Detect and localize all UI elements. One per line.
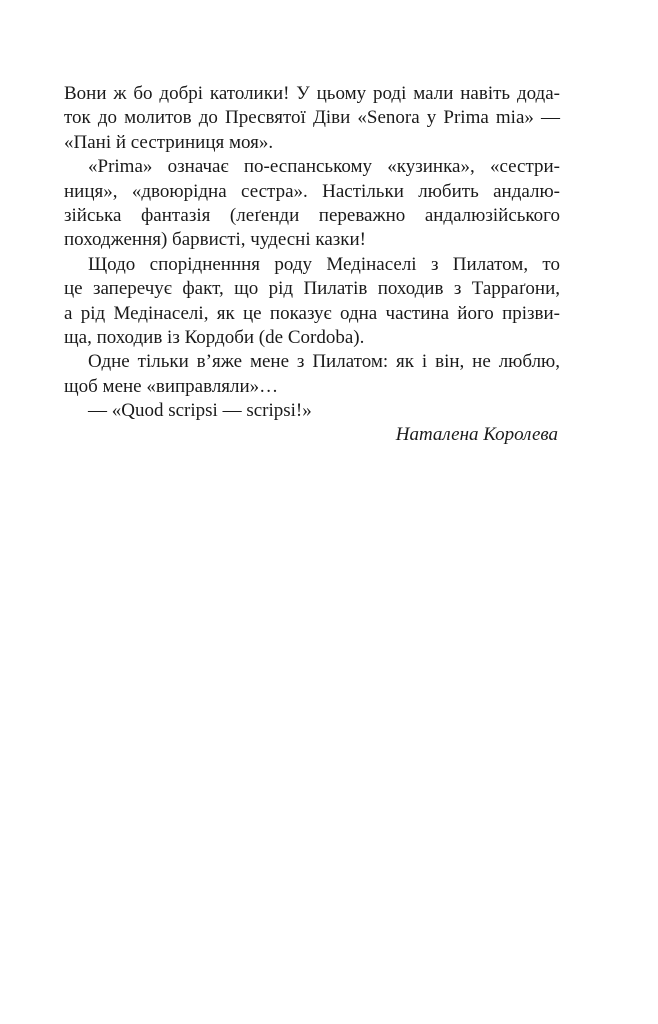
text-line: ниця», «двоюрідна сестра». Настільки любить андалю-	[64, 180, 560, 202]
text-line: ща, походив із Кордоби (de Cordoba).	[64, 326, 365, 348]
text-line: щоб мене «виправляли»…	[64, 375, 279, 397]
body-text	[64, 82, 560, 448]
text-line: Вони ж бо добрі католики! У цьому роді мали навіть дода-	[64, 83, 560, 104]
text-line: «Пані й сестриниця моя».	[64, 131, 274, 153]
paragraph-first-line: «Prima» означає по-еспанському «кузинка», «сестри-	[88, 156, 560, 178]
text-line: ток до молитов до Пресвятої Діви «Senora y Prima mia» —	[64, 107, 560, 129]
text-line: це заперечує факт, що рід Пилатів походив з Тарраґони,	[64, 278, 560, 300]
text-line: походження) барвисті, чудесні казки!	[64, 229, 366, 251]
paragraph-first-line: Щодо спорідненння роду Медінаселі з Пилатом, то	[88, 253, 560, 275]
text-line: зійська фантазія (леґенди переважно андалюзійського	[64, 204, 560, 226]
quote-line: — «Quod scripsi — scripsi!»	[88, 400, 312, 422]
text-line: а рід Медінаселі, як це показує одна частина його прізви-	[64, 302, 560, 324]
paragraph-first-line: Одне тільки в’яже мене з Пилатом: як і він, не люблю,	[88, 351, 560, 373]
author-signature: Наталена Королева	[395, 424, 558, 446]
